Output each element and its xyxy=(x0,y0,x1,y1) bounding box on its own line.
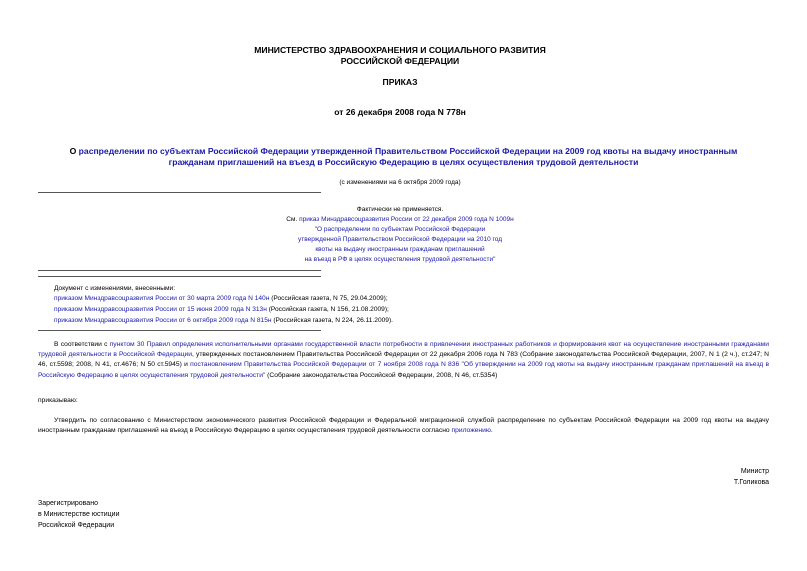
status-note-link-line[interactable]: квоты на выдачу иностранным гражданам приглашений xyxy=(315,246,485,253)
signature-name: Т.Голикова xyxy=(733,479,769,486)
order-word: приказываю: xyxy=(38,397,78,404)
preamble-paragraph xyxy=(38,340,769,381)
amendment-note: (с изменениями на 6 октября 2009 года) xyxy=(339,179,461,186)
title-link-line1[interactable]: распределении по субъектам Российской Федерации утвержденной Правительством Российской Федерации на 2009 год квоты на выдачу иностранным xyxy=(78,146,738,156)
document-title-line2 xyxy=(30,157,777,168)
rules-link[interactable]: пунктом 30 Правил определения исполнительными органами государственной власти потребности в привлечении иностранных работников и формирования квот на осуществление иностранными гражданами трудовой деятельности в Российской Федерации xyxy=(38,341,769,359)
change-order-link[interactable]: приказом Минздравсоцразвития России от 15 июня 2009 года N 313н xyxy=(54,306,267,313)
decision-end: . xyxy=(490,427,493,435)
divider xyxy=(38,192,321,193)
title-link-line2[interactable]: гражданам приглашений на въезд в Российскую Федерацию в целях осуществления трудовой деятельности xyxy=(168,157,639,167)
divider xyxy=(38,276,321,277)
divider xyxy=(38,330,321,331)
ministry-name-line1: МИНИСТЕРСТВО ЗДРАВООХРАНЕНИЯ И СОЦИАЛЬНОГО РАЗВИТИЯ xyxy=(254,45,546,55)
signature-position: Министр xyxy=(740,468,769,475)
status-note-line1: Фактически не применяется. xyxy=(356,206,444,213)
resolution-link[interactable]: постановлением Правительства Российской Федерации от 7 ноября 2008 года N 836 "Об утверждении на 2009 год квоты на выдачу иностранным гражданам приглашений на въезд в Российскую Федерацию в целях осуществления трудовой деятельности" xyxy=(38,361,769,379)
changes-intro: Документ с изменениями, внесенными: xyxy=(54,285,176,292)
status-note-prefix: См. xyxy=(286,216,300,223)
change-order-link[interactable]: приказом Минздравсоцразвития России от 6 октября 2009 года N 815н xyxy=(54,317,272,324)
status-note-link-line[interactable]: "О распределении по субъектам Российской Федерации xyxy=(314,226,486,233)
document-title xyxy=(30,146,777,157)
document-date-number: от 26 декабря 2008 года N 778н xyxy=(334,107,466,117)
preamble-text: , утвержденных постановлением Правительства Российской Федерации от 22 декабря 2006 года N 783 (Собрание законодательства Российской Федерации, 2007, N 1 (2 ч.), ст.247; N 46, ст.5598; 2008, N 41, ст.4676; N 50 ст.5945) и xyxy=(38,351,769,369)
preamble-text: В соответствии с xyxy=(54,341,110,348)
ministry-name-line2: РОССИЙСКОЙ ФЕДЕРАЦИИ xyxy=(340,56,460,66)
list-item xyxy=(54,305,389,316)
decision-paragraph xyxy=(38,416,769,436)
registration-line1: Зарегистрировано xyxy=(38,500,98,507)
change-order-source: (Российская газета, N 75, 29.04.2009); xyxy=(269,295,388,302)
change-order-link[interactable]: приказом Минздравсоцразвития России от 30 марта 2009 года N 140н xyxy=(54,295,270,302)
change-order-source: (Российская газета, N 224, 26.11.2009). xyxy=(271,317,393,324)
preamble-text: (Собрание законодательства Российской Федерации, 2008, N 46, ст.5354) xyxy=(265,371,498,379)
registration-line3: Российской Федерации xyxy=(38,522,115,529)
list-item xyxy=(54,316,393,327)
registration-line2: в Министерстве юстиции xyxy=(38,511,120,518)
title-prefix: О xyxy=(69,146,79,156)
status-note-link[interactable]: приказ Минздравсоцразвития России от 22 декабря 2009 года N 1009н xyxy=(299,216,514,223)
appendix-link[interactable]: приложению xyxy=(451,427,491,435)
divider xyxy=(38,270,321,271)
status-note-link-line[interactable]: на въезд в РФ в целях осуществления трудовой деятельности" xyxy=(304,256,496,263)
list-item xyxy=(54,294,388,305)
status-note-link-line[interactable]: утвержденной Правительством Российской Федерации на 2010 год xyxy=(297,236,503,243)
change-order-source: (Российская газета, N 156, 21.08.2009); xyxy=(266,306,389,313)
decision-text: Утвердить по согласованию с Министерством экономического развития Российской Федерации и Федеральной миграционной службой распределение по субъектам Российской Федерации на 2009 год квоты на выдачу иностранным гражданам приглашений на въезд в Российскую Федерацию в целях осуществления трудовой деятельности согласно xyxy=(38,417,769,435)
status-note-line2 xyxy=(200,215,600,225)
document-type: ПРИКАЗ xyxy=(382,77,418,87)
